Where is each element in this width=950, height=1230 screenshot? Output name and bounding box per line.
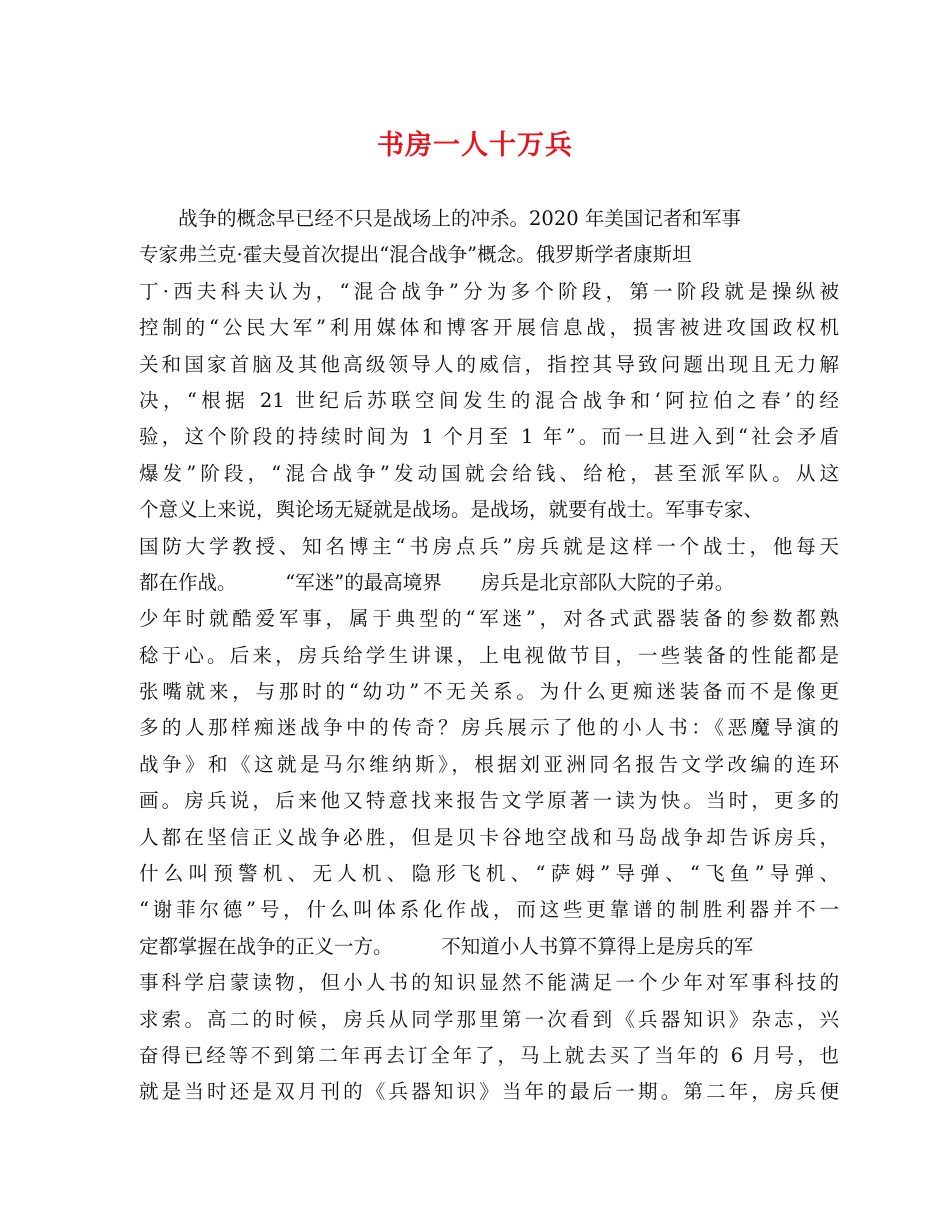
body-line: 稔于心。后来，房兵给学生讲课，上电视做节目，一些装备的性能都是 <box>139 643 839 667</box>
article-body <box>139 201 839 1111</box>
body-line: 求索。高二的时候，房兵从同学那里第一次看到《兵器知识》杂志，兴 <box>139 1007 839 1031</box>
body-line: 张嘴就来，与那时的“幼功”不无关系。为什么更痴迷装备而不是像更 <box>139 680 839 704</box>
body-line: 个意义上来说，舆论场无疑就是战场。是战场，就要有战士。军事专家、 <box>139 498 764 522</box>
body-line: 事科学启蒙读物，但小人书的知识显然不能满足一个少年对军事科技的 <box>139 971 839 995</box>
body-line: 爆发”阶段，“混合战争”发动国就会给钱、给枪，甚至派军队。从这 <box>139 461 839 485</box>
body-line: 定都掌握在战争的正义一方。 不知道小人书算不算得上是房兵的军 <box>139 934 754 958</box>
body-line: 就是当时还是双月刊的《兵器知识》当年的最后一期。第二年，房兵便 <box>139 1080 839 1104</box>
body-line: 战争》和《这就是马尔维纳斯》，根据刘亚洲同名报告文学改编的连环 <box>139 752 839 776</box>
body-line: 奋得已经等不到第二年再去订全年了，马上就去买了当年的 6 月号，也 <box>139 1043 839 1067</box>
body-line: 国防大学教授、知名博主“书房点兵”房兵就是这样一个战士，他每天 <box>139 534 839 558</box>
body-line: 关和国家首脑及其他高级领导人的威信，指控其导致问题出现且无力解 <box>139 352 839 376</box>
document-title: 书房一人十万兵 <box>377 130 573 161</box>
body-line: 专家弗兰克·霍夫曼首次提出“混合战争”概念。俄罗斯学者康斯坦 <box>139 243 692 267</box>
body-line: 决，“根据 21 世纪后苏联空间发生的混合战争和‘阿拉伯之春’的经 <box>139 388 839 412</box>
body-line: 人都在坚信正义战争必胜，但是贝卡谷地空战和马岛战争却告诉房兵， <box>139 825 839 849</box>
body-line: 少年时就酷爱军事，属于典型的“军迷”，对各式武器装备的参数都熟 <box>139 607 839 631</box>
body-line: 战争的概念早已经不只是战场上的冲杀。2020 年美国记者和军事 <box>139 207 741 230</box>
body-line: 都在作战。 “军迷”的最高境界 房兵是北京部队大院的子弟。 <box>139 570 735 594</box>
body-line: 什么叫预警机、无人机、隐形飞机、“萨姆”导弹、“飞鱼”导弹、 <box>139 862 839 886</box>
body-line: 丁·西夫科夫认为，“混合战争”分为多个阶段，第一阶段就是操纵被 <box>139 279 839 303</box>
body-line: “谢菲尔德”号，什么叫体系化作战，而这些更靠谱的制胜利器并不一 <box>139 898 839 922</box>
body-line: 控制的“公民大军”利用媒体和博客开展信息战，损害被进攻国政权机 <box>139 316 839 340</box>
body-line: 多的人那样痴迷战争中的传奇？房兵展示了他的小人书：《恶魔导演的 <box>139 716 839 740</box>
body-line: 验，这个阶段的持续时间为 1 个月至 1 年”。而一旦进入到“社会矛盾 <box>139 425 839 449</box>
body-line: 画。房兵说，后来他又特意找来报告文学原著一读为快。当时，更多的 <box>139 789 839 813</box>
